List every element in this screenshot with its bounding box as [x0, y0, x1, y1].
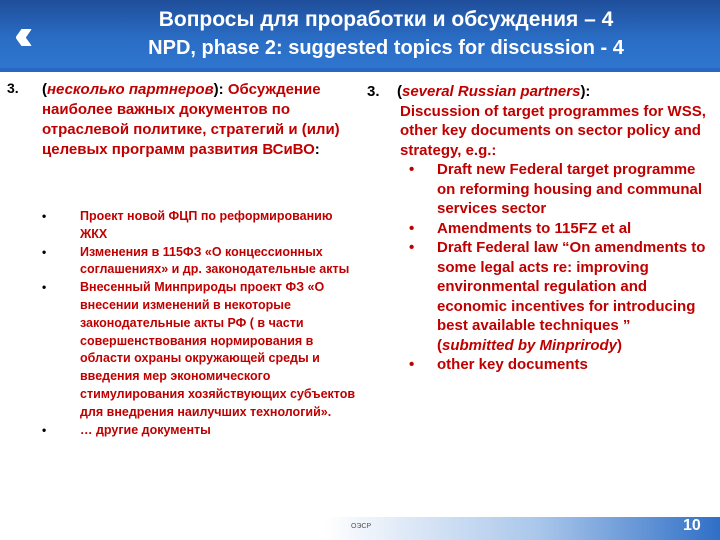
title-line-ru: Вопросы для проработки и обсуждения – 4	[158, 8, 614, 31]
right-partners: several Russian partners	[402, 83, 581, 100]
list-item-text: Изменения в 115ФЗ «О концессионных соглашениях» и др. законодательные акты	[80, 244, 350, 277]
list-item	[42, 422, 362, 440]
list-item	[42, 279, 362, 421]
title-line-en: NPD, phase 2: suggested topics for discussion - 4	[148, 37, 624, 59]
left-open-paren: (	[42, 81, 47, 98]
list-item-italic: submitted by Minprirody	[442, 336, 618, 354]
right-close-paren: ):	[580, 83, 591, 100]
bullet-icon: •	[42, 280, 47, 295]
list-item	[42, 208, 362, 244]
right-heading	[367, 82, 707, 160]
left-bullet-list	[42, 208, 362, 439]
header-divider	[0, 68, 720, 72]
slide-title	[60, 5, 712, 63]
list-item-text: Draft Federal law “On amendments to some legal acts re: improving environmental regulation and economic incentives for introducing best available techniques ” (	[437, 239, 706, 354]
bullet-icon: •	[409, 356, 415, 373]
bullet-icon: •	[409, 239, 415, 256]
left-close-paren: ):	[213, 81, 224, 98]
bullet-icon: •	[42, 422, 47, 437]
left-heading	[42, 80, 362, 160]
page-number: 10	[683, 517, 701, 534]
right-item-number: 3.	[367, 83, 380, 100]
bullet-icon: •	[409, 219, 415, 237]
slide-header	[0, 0, 720, 68]
list-item	[367, 238, 707, 355]
list-item	[367, 355, 707, 375]
list-item-text: Draft new Federal target programme on reforming housing and communal services sector	[437, 161, 703, 217]
double-chevron-left-icon: ‹‹	[14, 10, 24, 59]
bullet-icon: •	[42, 244, 47, 259]
left-heading-text: Обсуждение наиболее важных документов по отраслевой политике, стратегий и (или) целевых программ развития ВСиВО	[42, 81, 340, 158]
list-item	[367, 219, 707, 239]
list-item-text: Проект новой ФЦП по реформированию ЖКХ	[80, 209, 333, 241]
list-item-text: Amendments to 115FZ et al	[437, 219, 632, 237]
list-item	[42, 244, 362, 280]
list-item	[367, 160, 707, 219]
bullet-icon: •	[42, 209, 47, 223]
list-item-suffix: )	[617, 336, 623, 354]
list-item-text: … другие документы	[80, 422, 211, 437]
right-open-paren: (	[397, 83, 402, 100]
list-item-text: Внесенный Минприроды проект ФЗ «О внесении изменений в некоторые законодательные акты РФ ( в части совершенствования нормирования в области охраны окружающей среды и введения мер экономического стимулирования хозяйствующих субъектов для внедрения наилучших технологий».	[80, 280, 356, 419]
right-bullet-list	[367, 160, 707, 375]
right-column	[367, 82, 707, 375]
left-item-number: 3.	[7, 80, 19, 96]
right-heading-text: Discussion of target programmes for WSS, other key documents on sector policy and strategy, e.g.:	[400, 102, 706, 159]
bullet-icon: •	[409, 161, 415, 178]
left-partners: несколько партнеров	[47, 81, 214, 98]
footer-label: ОЭСР	[351, 523, 372, 530]
left-heading-colon: :	[314, 141, 320, 158]
list-item-text: other key documents	[437, 356, 588, 373]
